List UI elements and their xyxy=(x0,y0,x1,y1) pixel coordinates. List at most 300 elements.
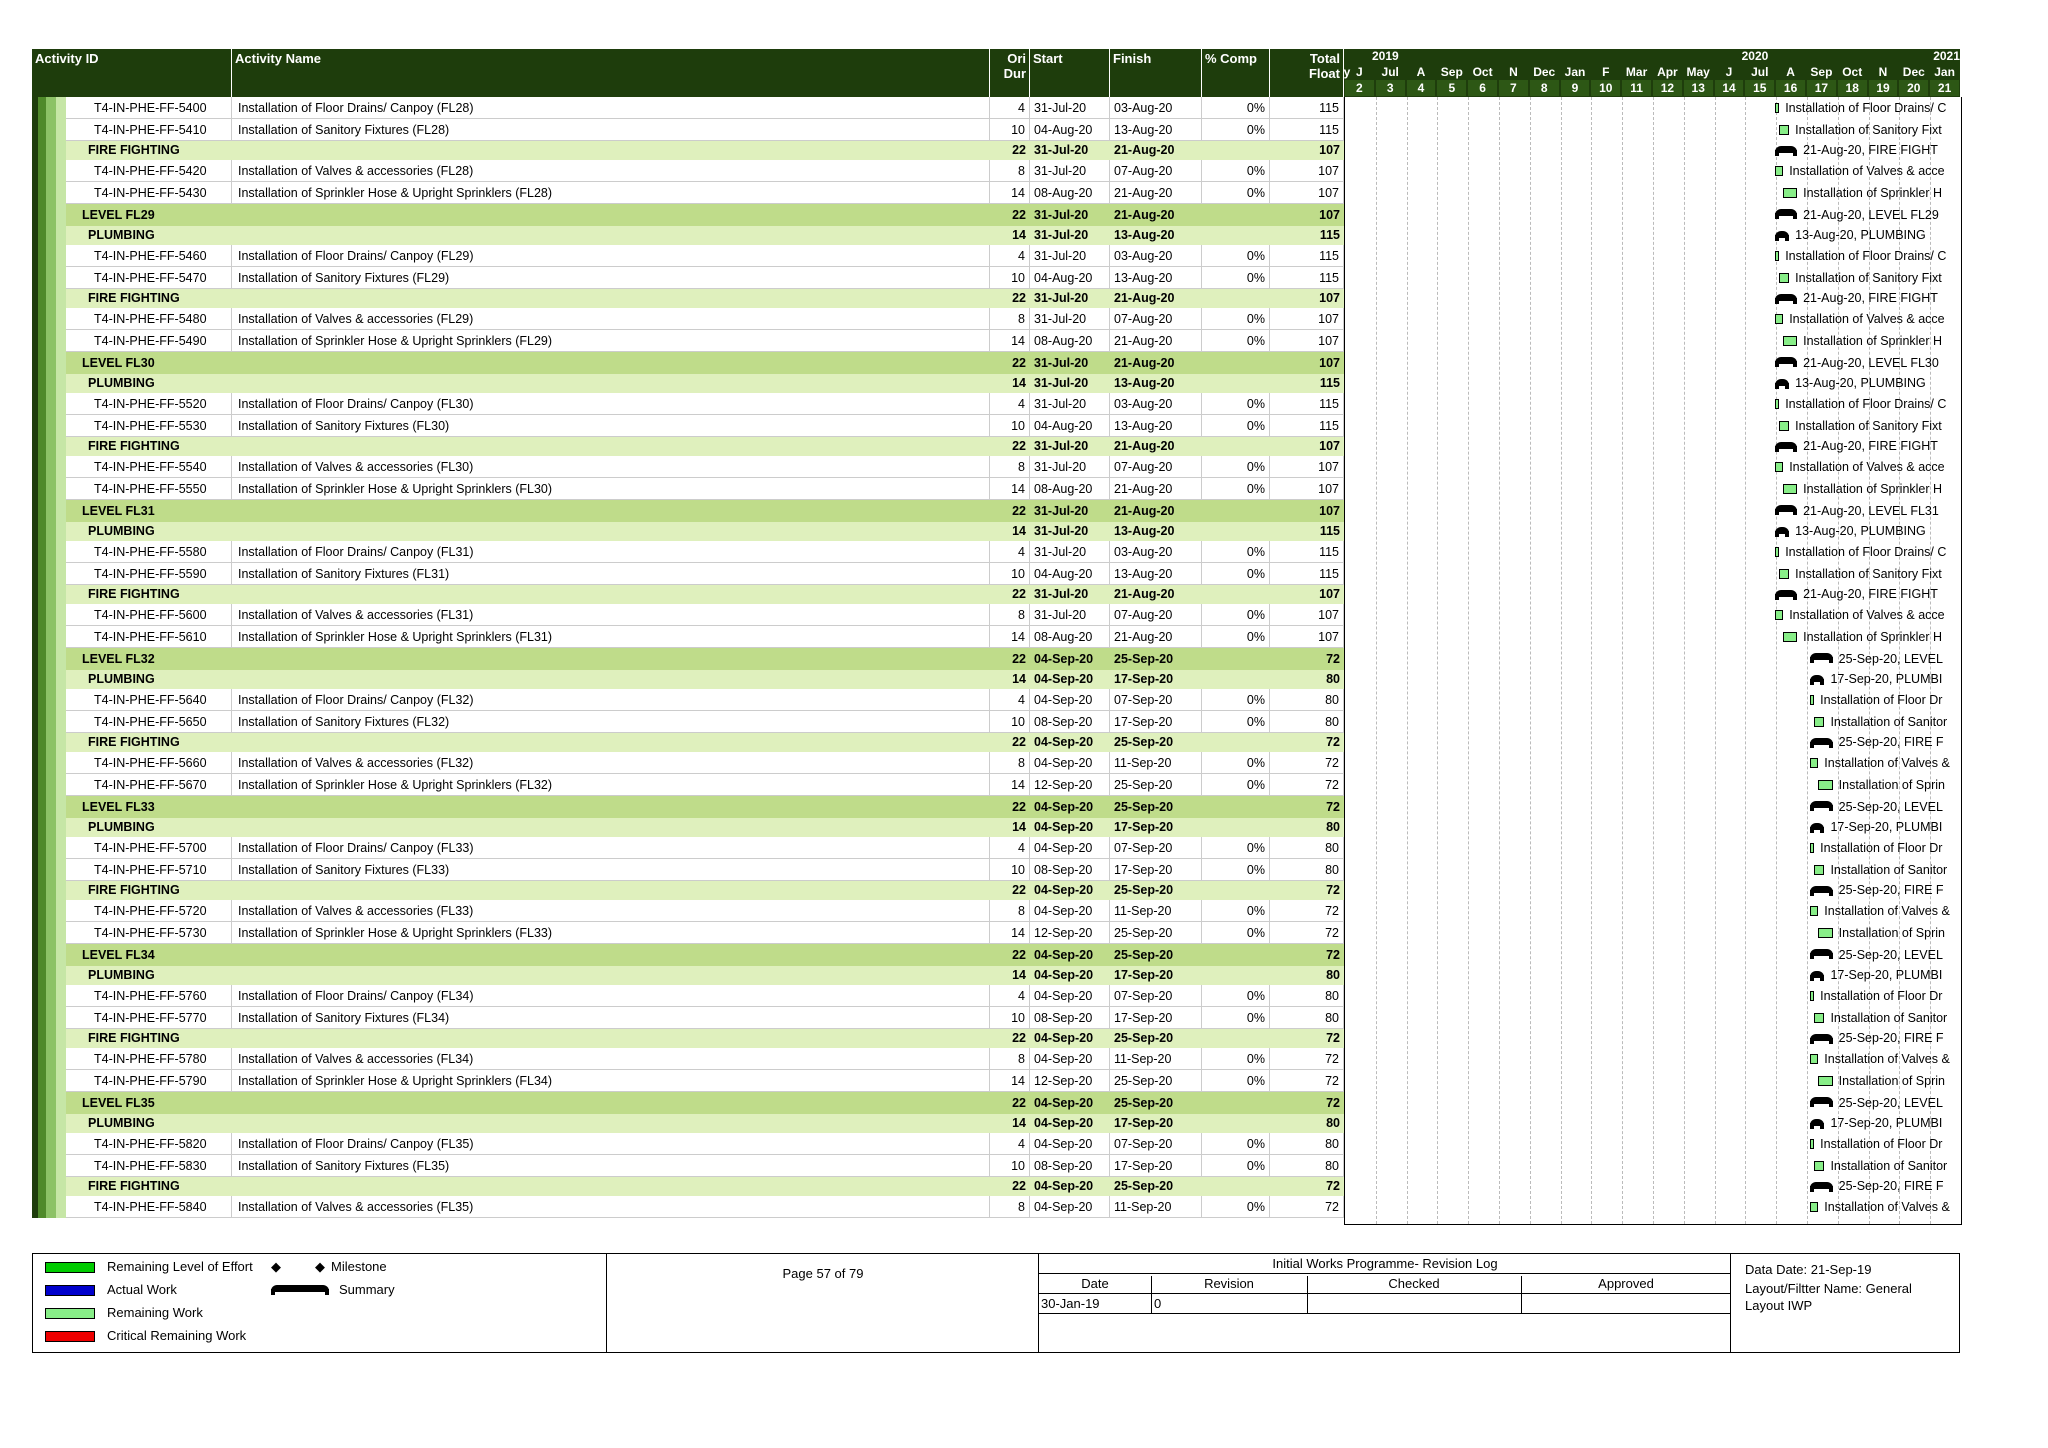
cell-start: 31-Jul-20 xyxy=(1030,456,1110,478)
col-activity-name[interactable]: Activity Name xyxy=(232,49,990,97)
cell-float: 115 xyxy=(1270,563,1344,585)
summary-bar[interactable] xyxy=(1775,294,1797,301)
wbs-indent-band xyxy=(32,796,66,818)
cell-dur: 22 xyxy=(1012,356,1026,370)
cell-dur: 22 xyxy=(1012,800,1026,814)
cell-finish: 25-Sep-20 xyxy=(1114,948,1174,962)
cell-id: T4-IN-PHE-FF-5760 xyxy=(66,985,232,1007)
activity-bar[interactable] xyxy=(1810,906,1818,916)
cell-finish: 07-Sep-20 xyxy=(1110,689,1202,711)
cell-name: Installation of Valves & accessories (FL32) xyxy=(232,752,990,774)
timescale-month: J xyxy=(1356,65,1363,79)
cell-float: 80 xyxy=(1270,859,1344,881)
gantt-bar-label: Installation of Sanitory Fixt xyxy=(1795,270,1942,285)
activity-bar[interactable] xyxy=(1779,569,1789,579)
timescale-period: 13 xyxy=(1684,80,1713,96)
activity-bar[interactable] xyxy=(1783,336,1797,346)
cell-float: 107 xyxy=(1319,291,1340,305)
cell-dur: 14 xyxy=(1012,672,1026,686)
summary-bar[interactable] xyxy=(1775,209,1797,216)
wbs-indent-band xyxy=(32,626,66,648)
cell-pct: 0% xyxy=(1202,837,1270,859)
legend xyxy=(33,1254,607,1352)
cell-start: 31-Jul-20 xyxy=(1030,604,1110,626)
group-name: FIRE FIGHTING xyxy=(88,1031,180,1045)
activity-bar[interactable] xyxy=(1775,314,1783,324)
wbs-indent-band xyxy=(32,393,66,415)
cell-finish: 21-Aug-20 xyxy=(1114,143,1175,157)
activity-bar[interactable] xyxy=(1783,632,1797,642)
wbs-indent-band xyxy=(32,478,66,500)
cell-dur: 22 xyxy=(1012,652,1026,666)
cell-pct: 0% xyxy=(1202,689,1270,711)
cell-float: 107 xyxy=(1270,330,1344,352)
cell-float: 72 xyxy=(1270,1070,1344,1092)
cell-name: Installation of Floor Drains/ Canpoy (FL29) xyxy=(232,245,990,267)
group-name: PLUMBING xyxy=(88,228,155,242)
cell-pct: 0% xyxy=(1202,985,1270,1007)
wbs-indent-band xyxy=(32,308,66,330)
wbs-indent-band xyxy=(32,711,66,733)
level-name: LEVEL FL30 xyxy=(82,356,155,370)
cell-float: 72 xyxy=(1326,800,1340,814)
cell-finish: 25-Sep-20 xyxy=(1114,1179,1174,1193)
group-name: FIRE FIGHTING xyxy=(88,439,180,453)
gantt-bar-label: 21-Aug-20, FIRE FIGHT xyxy=(1803,439,1938,453)
activity-bar[interactable] xyxy=(1810,758,1818,768)
gantt-gridline xyxy=(1653,97,1654,1224)
gantt-bar-label: 25-Sep-20, FIRE F xyxy=(1838,735,1944,749)
wbs-indent-band xyxy=(32,1177,66,1196)
timescale-year: 2020 xyxy=(1741,49,1769,63)
cell-start: 04-Aug-20 xyxy=(1030,119,1110,141)
col-finish[interactable]: Finish xyxy=(1110,49,1202,97)
cell-pct: 0% xyxy=(1202,900,1270,922)
wbs-indent-band xyxy=(32,267,66,289)
cell-finish: 17-Sep-20 xyxy=(1110,1155,1202,1177)
cell-id: T4-IN-PHE-FF-5540 xyxy=(66,456,232,478)
timescale-period: 7 xyxy=(1499,80,1528,96)
cell-finish: 07-Aug-20 xyxy=(1110,456,1202,478)
cell-float: 80 xyxy=(1326,672,1340,686)
activity-bar[interactable] xyxy=(1775,103,1779,113)
summary-bar[interactable] xyxy=(1810,653,1833,660)
revision-log-header-row xyxy=(1039,1274,1731,1294)
gantt-bar-label: 13-Aug-20, PLUMBING xyxy=(1795,376,1926,390)
cell-id: T4-IN-PHE-FF-5430 xyxy=(66,182,232,204)
cell-float: 115 xyxy=(1270,245,1344,267)
activity-bar[interactable] xyxy=(1814,865,1824,875)
legend-actual-work-label: Actual Work xyxy=(107,1282,177,1297)
activity-bar[interactable] xyxy=(1779,125,1789,135)
gantt-bar-label: Installation of Sprinkler H xyxy=(1803,481,1943,496)
cell-name: Installation of Valves & accessories (FL28) xyxy=(232,160,990,182)
activity-bar[interactable] xyxy=(1783,188,1797,198)
cell-finish: 07-Aug-20 xyxy=(1110,604,1202,626)
cell-float: 80 xyxy=(1326,820,1340,834)
wbs-indent-band xyxy=(32,330,66,352)
cell-start: 12-Sep-20 xyxy=(1030,922,1110,944)
cell-dur: 8 xyxy=(990,1196,1030,1218)
summary-bar[interactable] xyxy=(1810,949,1833,956)
col-total-float[interactable]: Total Float xyxy=(1270,49,1344,97)
cell-start: 04-Sep-20 xyxy=(1034,1031,1094,1045)
cell-id: T4-IN-PHE-FF-5420 xyxy=(66,160,232,182)
gantt-bar-label: 17-Sep-20, PLUMBI xyxy=(1830,820,1943,834)
summary-bar[interactable] xyxy=(1775,379,1789,386)
timescale-period: 14 xyxy=(1715,80,1744,96)
wbs-indent-band xyxy=(32,245,66,267)
timescale-month: Dec xyxy=(1902,65,1925,79)
cell-dur: 14 xyxy=(1012,376,1026,390)
cell-pct: 0% xyxy=(1202,1196,1270,1218)
cell-float: 107 xyxy=(1270,308,1344,330)
cell-id: T4-IN-PHE-FF-5590 xyxy=(66,563,232,585)
wbs-indent-band xyxy=(32,182,66,204)
cell-start: 04-Sep-20 xyxy=(1034,735,1094,749)
wbs-indent-band xyxy=(32,289,66,308)
cell-id: T4-IN-PHE-FF-5650 xyxy=(66,711,232,733)
cell-name: Installation of Valves & accessories (FL29) xyxy=(232,308,990,330)
cell-dur: 22 xyxy=(1012,1096,1026,1110)
summary-bar[interactable] xyxy=(1810,801,1833,808)
cell-id: T4-IN-PHE-FF-5470 xyxy=(66,267,232,289)
cell-name: Installation of Sanitory Fixtures (FL31) xyxy=(232,563,990,585)
gantt-bar-label: Installation of Floor Drains/ C xyxy=(1785,396,1947,411)
revision-log-title: Initial Works Programme- Revision Log xyxy=(1039,1256,1731,1274)
group-name: PLUMBING xyxy=(88,1116,155,1130)
gantt-bar-label: Installation of Floor Dr xyxy=(1820,988,1943,1003)
activity-bar[interactable] xyxy=(1814,1013,1824,1023)
gantt-bar-label: Installation of Sprinkler H xyxy=(1803,185,1943,200)
cell-id: T4-IN-PHE-FF-5480 xyxy=(66,308,232,330)
summary-bar[interactable] xyxy=(1810,1119,1824,1126)
group-name: FIRE FIGHTING xyxy=(88,735,180,749)
cell-name: Installation of Floor Drains/ Canpoy (FL34) xyxy=(232,985,990,1007)
gantt-gridline xyxy=(1499,97,1500,1224)
wbs-indent-band xyxy=(32,648,66,670)
timescale-period: 21 xyxy=(1930,80,1959,96)
cell-id: T4-IN-PHE-FF-5490 xyxy=(66,330,232,352)
timescale-month: Jan xyxy=(1564,65,1586,79)
cell-pct: 0% xyxy=(1202,711,1270,733)
cell-finish: 17-Sep-20 xyxy=(1110,711,1202,733)
legend-remaining-work-label: Remaining Work xyxy=(107,1305,203,1320)
cell-dur: 22 xyxy=(1012,948,1026,962)
cell-dur: 4 xyxy=(990,837,1030,859)
summary-bar[interactable] xyxy=(1810,1097,1833,1104)
col-start[interactable]: Start xyxy=(1030,49,1110,97)
cell-dur: 8 xyxy=(990,456,1030,478)
cell-pct: 0% xyxy=(1202,456,1270,478)
group-name: PLUMBING xyxy=(88,524,155,538)
cell-dur: 22 xyxy=(1012,1179,1026,1193)
cell-id: T4-IN-PHE-FF-5400 xyxy=(66,97,232,119)
cell-finish: 25-Sep-20 xyxy=(1114,652,1174,666)
cell-start: 04-Aug-20 xyxy=(1030,267,1110,289)
cell-start: 04-Sep-20 xyxy=(1034,800,1094,814)
timescale-month: N xyxy=(1509,65,1518,79)
gantt-bar-label: Installation of Floor Drains/ C xyxy=(1785,100,1947,115)
gantt-bar-label: 25-Sep-20, FIRE F xyxy=(1838,883,1944,897)
activity-bar[interactable] xyxy=(1814,1161,1824,1171)
gantt-bar-label: Installation of Sprinkler H xyxy=(1803,333,1943,348)
timescale-period: 5 xyxy=(1437,80,1466,96)
summary-bar[interactable] xyxy=(1810,738,1833,745)
cell-start: 04-Sep-20 xyxy=(1034,652,1094,666)
cell-pct: 0% xyxy=(1202,160,1270,182)
activity-bar[interactable] xyxy=(1779,273,1789,283)
cell-start: 12-Sep-20 xyxy=(1030,1070,1110,1092)
activity-bar[interactable] xyxy=(1818,928,1832,938)
activity-bar[interactable] xyxy=(1810,1202,1818,1212)
cell-dur: 10 xyxy=(990,859,1030,881)
cell-start: 31-Jul-20 xyxy=(1030,160,1110,182)
cell-dur: 22 xyxy=(1012,883,1026,897)
cell-finish: 11-Sep-20 xyxy=(1110,900,1202,922)
gantt-bar-label: 13-Aug-20, PLUMBING xyxy=(1795,524,1926,538)
legend-summary-label: Summary xyxy=(339,1282,395,1297)
cell-start: 08-Aug-20 xyxy=(1030,478,1110,500)
wbs-indent-band xyxy=(32,966,66,985)
cell-dur: 14 xyxy=(990,626,1030,648)
summary-bar[interactable] xyxy=(1775,442,1797,449)
cell-float: 80 xyxy=(1326,968,1340,982)
cell-start: 04-Sep-20 xyxy=(1030,837,1110,859)
summary-bar[interactable] xyxy=(1775,357,1797,364)
cell-pct: 0% xyxy=(1202,604,1270,626)
cell-start: 31-Jul-20 xyxy=(1034,228,1089,242)
revision-log xyxy=(1039,1254,1731,1352)
group-name: FIRE FIGHTING xyxy=(88,143,180,157)
cell-id: T4-IN-PHE-FF-5600 xyxy=(66,604,232,626)
cell-id: T4-IN-PHE-FF-5770 xyxy=(66,1007,232,1029)
cell-dur: 8 xyxy=(990,752,1030,774)
legend-critical-label: Critical Remaining Work xyxy=(107,1328,247,1343)
activity-bar[interactable] xyxy=(1810,1139,1814,1149)
cell-start: 04-Sep-20 xyxy=(1034,968,1094,982)
activity-bar[interactable] xyxy=(1775,610,1783,620)
gantt-bar-label: Installation of Floor Dr xyxy=(1820,840,1943,855)
cell-dur: 14 xyxy=(1012,820,1026,834)
cell-pct: 0% xyxy=(1202,182,1270,204)
timescale-month: Sep xyxy=(1810,65,1833,79)
summary-bar[interactable] xyxy=(1775,146,1797,153)
cell-dur: 4 xyxy=(990,97,1030,119)
level-name: LEVEL FL34 xyxy=(82,948,155,962)
cell-start: 08-Sep-20 xyxy=(1030,1007,1110,1029)
cell-finish: 07-Aug-20 xyxy=(1110,160,1202,182)
cell-dur: 22 xyxy=(1012,291,1026,305)
cell-id: T4-IN-PHE-FF-5830 xyxy=(66,1155,232,1177)
cell-float: 107 xyxy=(1270,182,1344,204)
activity-bar[interactable] xyxy=(1779,421,1789,431)
cell-dur: 22 xyxy=(1012,439,1026,453)
cell-pct: 0% xyxy=(1202,922,1270,944)
gantt-gridline xyxy=(1376,97,1377,1224)
group-name: FIRE FIGHTING xyxy=(88,1179,180,1193)
activity-bar[interactable] xyxy=(1818,780,1832,790)
gantt-gridline xyxy=(1684,97,1685,1224)
wbs-indent-band xyxy=(32,1114,66,1133)
gantt-bar-label: 13-Aug-20, PLUMBING xyxy=(1795,228,1926,242)
activity-bar[interactable] xyxy=(1810,843,1814,853)
timescale-period: 18 xyxy=(1838,80,1867,96)
summary-bar[interactable] xyxy=(1810,971,1824,978)
cell-float: 115 xyxy=(1270,393,1344,415)
summary-bar[interactable] xyxy=(1775,527,1789,534)
gantt-bar-label: Installation of Sanitor xyxy=(1830,1158,1948,1173)
summary-bar[interactable] xyxy=(1810,1034,1833,1041)
timescale-year: 2021 xyxy=(1933,49,1960,63)
cell-dur: 14 xyxy=(990,330,1030,352)
timescale-month: A xyxy=(1786,65,1795,79)
cell-finish: 03-Aug-20 xyxy=(1110,541,1202,563)
gantt-bar-label: 21-Aug-20, LEVEL FL29 xyxy=(1803,207,1939,222)
summary-bar[interactable] xyxy=(1810,886,1833,893)
cell-id: T4-IN-PHE-FF-5660 xyxy=(66,752,232,774)
cell-id: T4-IN-PHE-FF-5790 xyxy=(66,1070,232,1092)
activity-bar[interactable] xyxy=(1810,695,1814,705)
gantt-gridline xyxy=(1561,97,1562,1224)
activity-bar[interactable] xyxy=(1810,1054,1818,1064)
cell-float: 115 xyxy=(1319,524,1340,538)
cell-start: 31-Jul-20 xyxy=(1030,308,1110,330)
gantt-bar-label: 21-Aug-20, FIRE FIGHT xyxy=(1803,143,1938,157)
cell-id: T4-IN-PHE-FF-5700 xyxy=(66,837,232,859)
cell-finish: 13-Aug-20 xyxy=(1110,563,1202,585)
cell-pct: 0% xyxy=(1202,245,1270,267)
activity-bar[interactable] xyxy=(1775,547,1779,557)
timescale-header xyxy=(1344,49,1960,97)
wbs-indent-band xyxy=(32,837,66,859)
cell-start: 04-Aug-20 xyxy=(1030,563,1110,585)
group-name: FIRE FIGHTING xyxy=(88,587,180,601)
wbs-indent-band xyxy=(32,160,66,182)
cell-float: 80 xyxy=(1270,689,1344,711)
gantt-bar-label: 17-Sep-20, PLUMBI xyxy=(1830,1116,1943,1130)
cell-name: Installation of Sprinkler Hose & Upright Sprinklers (FL29) xyxy=(232,330,990,352)
col-ori-dur[interactable]: Ori Dur xyxy=(990,49,1030,97)
cell-id: T4-IN-PHE-FF-5550 xyxy=(66,478,232,500)
revision-header-revision: Revision xyxy=(1151,1276,1308,1314)
cell-dur: 8 xyxy=(990,1048,1030,1070)
cell-dur: 10 xyxy=(990,563,1030,585)
wbs-indent-band xyxy=(32,541,66,563)
cell-float: 115 xyxy=(1270,267,1344,289)
level-name: LEVEL FL35 xyxy=(82,1096,155,1110)
cell-start: 08-Aug-20 xyxy=(1030,182,1110,204)
cell-name: Installation of Floor Drains/ Canpoy (FL28) xyxy=(232,97,990,119)
cell-float: 115 xyxy=(1319,376,1340,390)
gantt-gridline xyxy=(1437,97,1438,1224)
col-pct-comp[interactable]: % Comp xyxy=(1202,49,1270,97)
revision-header-approved: Approved xyxy=(1598,1276,1654,1291)
gantt-bar-label: 21-Aug-20, FIRE FIGHT xyxy=(1803,587,1938,601)
cell-start: 04-Aug-20 xyxy=(1030,415,1110,437)
cell-finish: 11-Sep-20 xyxy=(1110,1196,1202,1218)
gantt-bar-label: 21-Aug-20, FIRE FIGHT xyxy=(1803,291,1938,305)
cell-finish: 07-Sep-20 xyxy=(1110,985,1202,1007)
revision-header-date: Date xyxy=(1039,1276,1152,1314)
cell-float: 115 xyxy=(1270,119,1344,141)
cell-pct: 0% xyxy=(1202,774,1270,796)
cell-id: T4-IN-PHE-FF-5670 xyxy=(66,774,232,796)
cell-dur: 8 xyxy=(990,900,1030,922)
cell-finish: 21-Aug-20 xyxy=(1114,504,1175,518)
summary-bar[interactable] xyxy=(1810,823,1824,830)
cell-dur: 10 xyxy=(990,267,1030,289)
cell-float: 115 xyxy=(1270,97,1344,119)
gantt-gridline xyxy=(1807,97,1808,1224)
cell-float: 107 xyxy=(1319,356,1340,370)
wbs-indent-band xyxy=(32,774,66,796)
cell-name: Installation of Sanitory Fixtures (FL33) xyxy=(232,859,990,881)
activity-bar[interactable] xyxy=(1810,991,1814,1001)
cell-float: 72 xyxy=(1270,1048,1344,1070)
legend-milestone-label: Milestone xyxy=(331,1259,387,1274)
cell-dur: 14 xyxy=(990,1070,1030,1092)
summary-bar[interactable] xyxy=(1775,590,1797,597)
cell-float: 80 xyxy=(1270,985,1344,1007)
wbs-indent-band xyxy=(32,500,66,522)
cell-start: 31-Jul-20 xyxy=(1030,541,1110,563)
page-number: Page 57 of 79 xyxy=(782,1266,864,1281)
wbs-indent-band xyxy=(32,1196,66,1218)
gantt-gridline xyxy=(1591,97,1592,1224)
cell-start: 31-Jul-20 xyxy=(1034,524,1089,538)
cell-start: 04-Sep-20 xyxy=(1034,883,1094,897)
summary-bar[interactable] xyxy=(1775,505,1797,512)
activity-bar[interactable] xyxy=(1775,166,1783,176)
cell-float: 80 xyxy=(1270,711,1344,733)
cell-float: 107 xyxy=(1270,456,1344,478)
activity-bar[interactable] xyxy=(1818,1076,1832,1086)
summary-bar[interactable] xyxy=(1775,231,1789,238)
gantt-bar-label: Installation of Floor Dr xyxy=(1820,1136,1943,1151)
cell-start: 04-Sep-20 xyxy=(1034,1179,1094,1193)
level-name: LEVEL FL32 xyxy=(82,652,155,666)
wbs-indent-band xyxy=(32,752,66,774)
cell-dur: 4 xyxy=(990,985,1030,1007)
wbs-indent-band xyxy=(32,1155,66,1177)
summary-bar[interactable] xyxy=(1810,1182,1833,1189)
summary-bar[interactable] xyxy=(1810,675,1824,682)
cell-pct: 0% xyxy=(1202,308,1270,330)
cell-finish: 21-Aug-20 xyxy=(1114,208,1175,222)
activity-bar[interactable] xyxy=(1783,484,1797,494)
col-activity-id[interactable]: Activity ID xyxy=(32,49,232,97)
cell-finish: 21-Aug-20 xyxy=(1110,330,1202,352)
activity-bar[interactable] xyxy=(1814,717,1824,727)
cell-start: 08-Aug-20 xyxy=(1030,626,1110,648)
gantt-gridline xyxy=(1776,97,1777,1224)
cell-dur: 14 xyxy=(990,478,1030,500)
gantt-bar-label: Installation of Sprin xyxy=(1838,777,1945,792)
activity-bar[interactable] xyxy=(1775,462,1783,472)
gantt-bar-label: Installation of Sanitory Fixt xyxy=(1795,566,1942,581)
cell-name: Installation of Sprinkler Hose & Upright Sprinklers (FL32) xyxy=(232,774,990,796)
cell-float: 72 xyxy=(1326,883,1340,897)
activity-bar[interactable] xyxy=(1775,251,1779,261)
gantt-bar-label: Installation of Valves & acce xyxy=(1789,607,1945,622)
cell-finish: 25-Sep-20 xyxy=(1114,883,1174,897)
wbs-indent-band xyxy=(32,670,66,689)
gantt-bar-label: 25-Sep-20, LEVEL xyxy=(1838,799,1943,814)
cell-id: T4-IN-PHE-FF-5530 xyxy=(66,415,232,437)
activity-bar[interactable] xyxy=(1775,399,1779,409)
cell-dur: 22 xyxy=(1012,1031,1026,1045)
